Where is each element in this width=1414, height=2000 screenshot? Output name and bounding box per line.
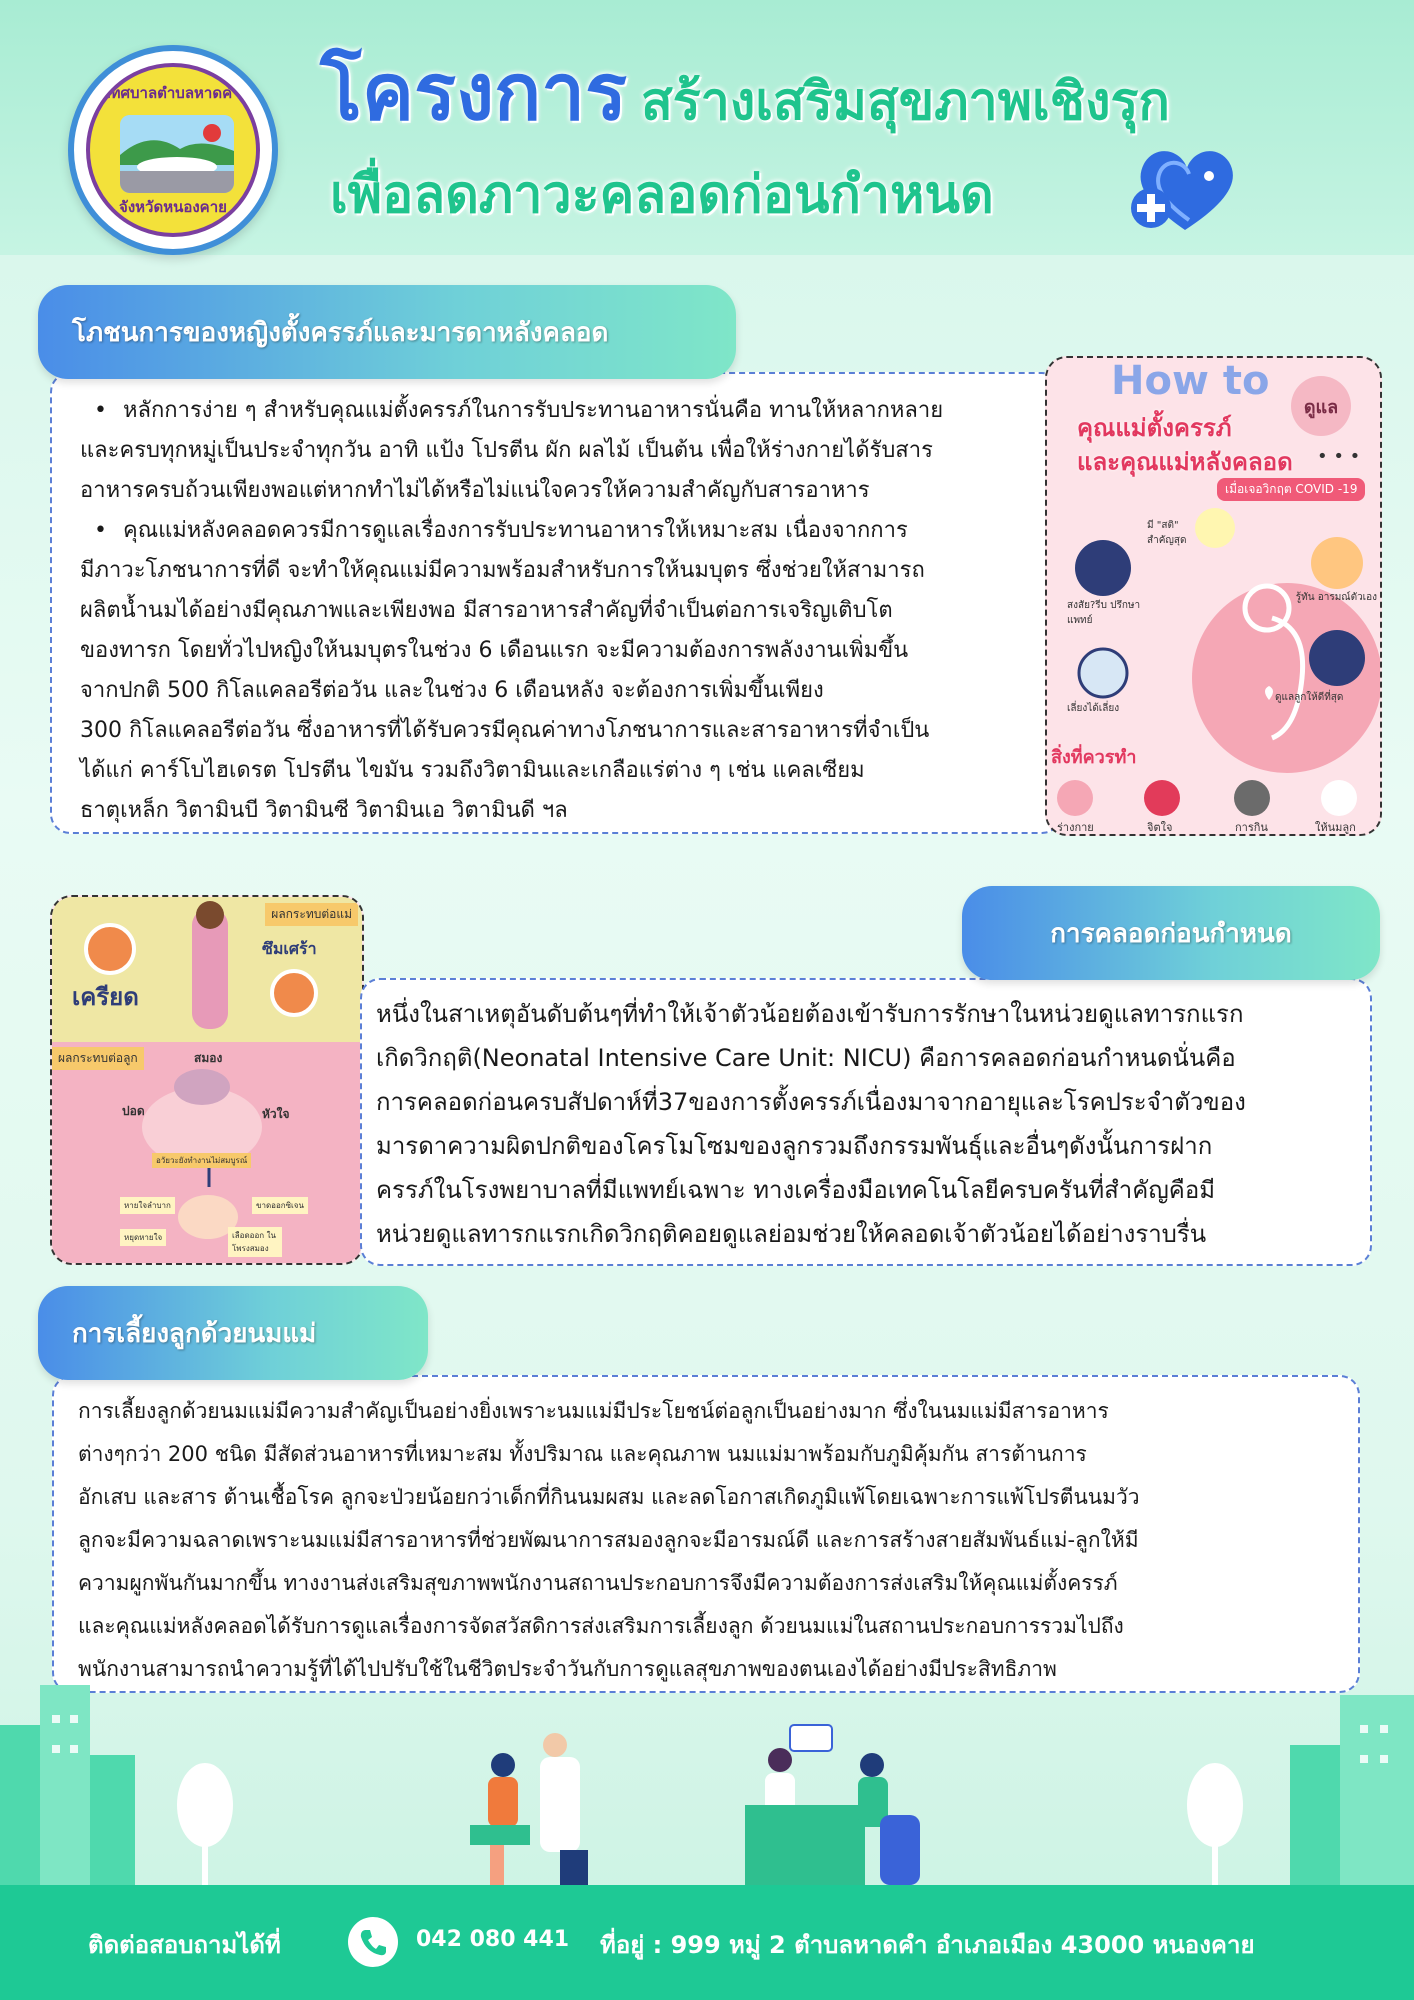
icon-label-breastfeed: ให้นมลูก	[1315, 821, 1356, 834]
logo-scene-image	[120, 115, 234, 193]
breastfeeding-line-1: การเลี้ยงลูกด้วยนมแม่มีความสำคัญเป็นอย่างยิ่งเพราะนมแม่มีประโยชน์ต่อลูกเป็นอย่างมาก ซึ่งในนมแม่มีสารอาหาร	[78, 1399, 1109, 1423]
nutrition-box	[50, 372, 1062, 834]
preterm-line-3: การคลอดก่อนครบสัปดาห์ที่37ของการตั้งครรภ์เนื่องมาจากอายุและโรคประจำตัวของ	[376, 1088, 1246, 1116]
icon-label-mind: จิตใจ	[1147, 821, 1173, 834]
nutrition-bullet-2-line-8: ธาตุเหล็ก วิตามินบี วิตามินซี วิตามินเอ วิตามินดี ฯล	[80, 798, 568, 823]
heart-plus-icon	[1125, 142, 1240, 237]
breastfeeding-line-6: และคุณแม่หลังคลอดได้รับการดูแลเรื่องการจัดสวัสดิการส่งเสริมการเลี้ยงลูก ด้วยนมแม่ในสถานประกอบการรวมไปถึง	[78, 1614, 1124, 1638]
logo-top-text: เทศบาลตำบลหาดคำ	[105, 84, 241, 102]
page-title	[320, 30, 1170, 154]
breastfeeding-line-4: ลูกจะมีความฉลาดเพราะนมแม่มีสารอาหารที่ช่วยพัฒนาการสมองลูกจะมีอารมณ์ดี และการสร้างสายสัมพันธ์แม่-ลูกให้มี	[78, 1528, 1139, 1552]
depressed-label: ซึมเศร้า	[262, 939, 317, 958]
preterm-line-1: หนึ่งในสาเหตุอันดับต้นๆที่ทำให้เจ้าตัวน้อยต้องเข้ารับการรักษาในหน่วยดูแลทารกแรก	[376, 1000, 1244, 1028]
care-badge: ดูแล	[1291, 376, 1351, 436]
breastfeeding-line-7: พนักงานสามารถนำความรู้ที่ได้ไปปรับใช้ในชีวิตประจำวันกับการดูแลสุขภาพของตนเองได้อย่างมีประสิทธิภาพ	[78, 1657, 1057, 1681]
postpartum-care-infographic	[1045, 356, 1382, 836]
effect-apnea: หยุดหายใจ	[120, 1229, 166, 1246]
phone-icon	[348, 1917, 398, 1967]
effect-mother-label: ผลกระทบต่อแม่	[265, 903, 358, 926]
title-main: โครงการ	[320, 48, 627, 138]
tip-top: มี "สติ" สำคัญสุด	[1147, 520, 1187, 546]
section-title-breastfeeding: การเลี้ยงลูกด้วยนมแม่	[38, 1286, 428, 1380]
infographic-title-2: และคุณแม่หลังคลอด	[1077, 448, 1293, 476]
contact-label: ติดต่อสอบถามได้ที่	[88, 1931, 281, 1959]
nutrition-bullet-2-line-4: ของทารก โดยทั่วไปหญิงให้นมบุตรในช่วง 6 เดือนแรก จะมีความต้องการพลังงานเพิ่มขึ้น	[80, 638, 909, 663]
breastfeeding-line-3: อักเสบ และสาร ต้านเชื้อโรค ลูกจะป่วยน้อยกว่าเด็กที่กินนมผสม และลดโอกาสเกิดภูมิแพ้โดยเฉพาะการแพ้โปรตีนนมวัว	[78, 1485, 1140, 1509]
should-do-label: สิ่งที่ควรทำ	[1051, 747, 1137, 768]
infographic-dots: • • •	[1317, 446, 1361, 467]
effect-oxygen: ขาดออกซิเจน	[252, 1197, 308, 1214]
tip-right: รู้ทัน อารมณ์ตัวเอง	[1295, 592, 1377, 603]
nutrition-bullet-1-line-3: อาหารครบถ้วนเพียงพอแต่หากทำไม่ได้หรือไม่แน่ใจควรให้ความสำคัญกับสารอาหาร	[80, 478, 870, 503]
section-title-nutrition: โภชนการของหญิงตั้งครรภ์และมารดาหลังคลอด	[38, 285, 736, 379]
municipality-logo	[68, 45, 278, 255]
phone-number[interactable]: 042 080 441	[416, 1927, 570, 1952]
nutrition-bullet-2: • คุณแม่หลังคลอดควรมีการดูแลเรื่องการรับประทานอาหารให้เหมาะสม เนื่องจากการ	[80, 512, 1046, 550]
breastfeeding-box	[52, 1375, 1360, 1693]
section-title-preterm: การคลอดก่อนกำหนด	[962, 886, 1380, 980]
breastfeeding-line-2: ต่างๆกว่า 200 ชนิด มีสัดส่วนอาหารที่เหมาะสม ทั้งปริมาณ และคุณภาพ นมแม่มาพร้อมกับภูมิคุ้มกัน สารต้านการ	[78, 1442, 1087, 1466]
preterm-effects-infographic	[50, 895, 364, 1265]
preterm-line-6: หน่วยดูแลทารกแรกเกิดวิกฤติคอยดูแลย่อมช่วยให้คลอดเจ้าตัวน้อยได้อย่างราบรื่น	[376, 1220, 1207, 1248]
effect-bleeding: เลือดออก ในโพรงสมอง	[228, 1227, 282, 1257]
breastfeeding-line-5: ความผูกพันกันมากขึ้น ทางงานส่งเสริมสุขภาพพนักงานสถานประกอบการจึงมีความต้องการส่งเสริมให้คุณแม่ตั้งครรภ์	[78, 1571, 1118, 1595]
nutrition-bullet-2-line-7: ได้แก่ คาร์โบไฮเดรต โปรตีน ไขมัน รวมถึงวิตามินและเกลือแร่ต่าง ๆ เช่น แคลเซียม	[80, 758, 865, 783]
covid-label: เมื่อเจอวิกฤต COVID -19	[1217, 478, 1365, 501]
icon-label-eating: การกิน	[1235, 821, 1268, 834]
nutrition-bullet-2-line-5: จากปกติ 500 กิโลแคลอรีต่อวัน และในช่วง 6 เดือนหลัง จะต้องการเพิ่มขึ้นเพียง	[80, 678, 824, 703]
preterm-line-2: เกิดวิกฤติ(Neonatal Intensive Care Unit: NICU) คือการคลอดก่อนกำหนดนั่นคือ	[376, 1044, 1236, 1072]
title-sub: สร้างเสริมสุขภาพเชิงรุก	[640, 72, 1170, 132]
effect-breathing: หายใจลำบาก	[120, 1197, 175, 1214]
incomplete-organs-label: อวัยวะยังทำงานไม่สมบูรณ์	[152, 1153, 251, 1168]
tip-left-2: เลี่ยงได้เลี่ยง	[1067, 703, 1120, 714]
tip-right-2: ดูแลลูกให้ดีที่สุด	[1275, 692, 1344, 703]
tip-left: สงสัย?รีบ ปรึกษาแพทย์	[1067, 600, 1141, 626]
preterm-line-4: มารดาความผิดปกติของโครโมโซมของลูกรวมถึงกรรมพันธุ์และอื่นๆดังนั้นการฝาก	[376, 1132, 1213, 1160]
nutrition-bullet-2-line-6: 300 กิโลแคลอรีต่อวัน ซึ่งอาหารที่ได้รับควรมีคุณค่าทางโภชนาการและสารอาหารที่จำเป็น	[80, 718, 930, 743]
nutrition-bullet-1-line-2: และครบทุกหมู่เป็นประจำทุกวัน อาทิ แป้ง โปรตีน ผัก ผลไม้ เป็นต้น เพื่อให้ร่างกายได้รับสาร	[80, 438, 933, 463]
bottom-illustration	[0, 1685, 1414, 1885]
effect-child-label: ผลกระทบต่อลูก	[52, 1047, 144, 1070]
nutrition-bullet-2-line-3: ผลิตน้ำนมได้อย่างมีคุณภาพและเพียงพอ มีสารอาหารสำคัญที่จำเป็นต่อการเจริญเติบโต	[80, 598, 893, 623]
logo-bottom-text: จังหวัดหนองคาย	[119, 198, 227, 216]
heart-label: หัวใจ	[262, 1107, 290, 1121]
stress-label: เครียด	[72, 983, 139, 1011]
preterm-box	[360, 978, 1372, 1266]
lung-label: ปอด	[122, 1104, 145, 1118]
icon-label-body: ร่างกาย	[1057, 821, 1094, 834]
page-subtitle: เพื่อลดภาวะคลอดก่อนกำหนด	[330, 165, 994, 225]
how-to-text: How to	[1111, 358, 1270, 404]
address-text: ที่อยู่ : 999 หมู่ 2 ตำบลหาดคำ อำเภอเมือง 43000 หนองคาย	[600, 1931, 1255, 1959]
preterm-line-5: ครรภ์ในโรงพยาบาลที่มีแพทย์เฉพาะ ทางเครื่องมือเทคโนโลยีครบครันที่สำคัญคือมี	[376, 1176, 1216, 1204]
infographic-title-1: คุณแม่ตั้งครรภ์	[1077, 414, 1232, 442]
nutrition-bullet-1: • หลักการง่าย ๆ สำหรับคุณแม่ตั้งครรภ์ในการรับประทานอาหารนั่นคือ ทานให้หลากหลาย	[80, 392, 1046, 430]
nutrition-bullet-2-line-2: มีภาวะโภชนาการที่ดี จะทำให้คุณแม่มีความพร้อมสำหรับการให้นมบุตร ซึ่งช่วยให้สามารถ	[80, 558, 925, 583]
brain-label: สมอง	[194, 1051, 223, 1065]
